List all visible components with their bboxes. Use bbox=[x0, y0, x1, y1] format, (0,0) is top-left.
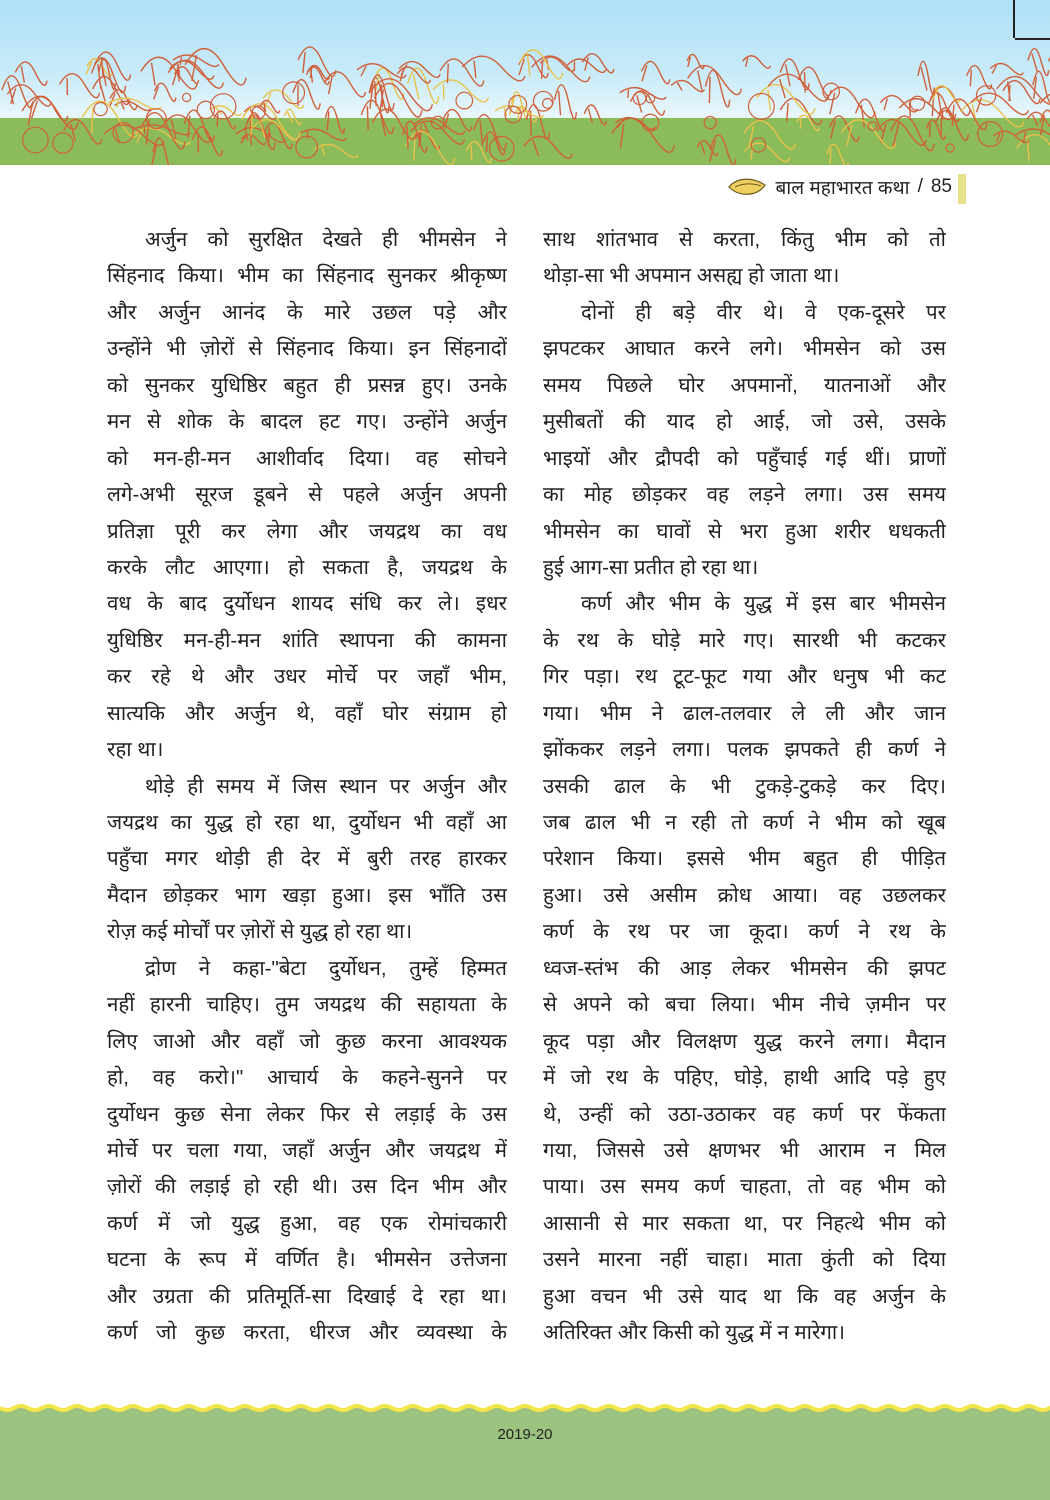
text-line: कर्ण में जो युद्ध हुआ, वह एक रोमांचकारी bbox=[107, 1211, 507, 1235]
text-line: हुआ वचन भी उसे याद था कि वह अर्जुन के bbox=[543, 1284, 946, 1308]
text-line: का मोह छोड़कर वह लड़ने लगा। उस समय bbox=[543, 483, 946, 507]
text-line: हुआ। उसे असीम क्रोध आया। वह उछलकर bbox=[543, 883, 946, 907]
text-line: मोर्चे पर चला गया, जहाँ अर्जुन और जयद्रथ में bbox=[107, 1138, 507, 1162]
text-line: मन से शोक के बादल हट गए। उन्होंने अर्जुन bbox=[107, 410, 507, 434]
text-line: दोनों ही बड़े वीर थे। वे एक-दूसरे पर bbox=[581, 300, 946, 324]
text-column-right bbox=[543, 222, 946, 1352]
text-line: जयद्रथ का युद्ध हो रहा था, दुर्योधन भी वहाँ आ bbox=[107, 811, 507, 834]
text-line: वध के बाद दुर्योधन शायद संधि कर ले। इधर bbox=[107, 592, 507, 616]
text-column-left bbox=[107, 222, 507, 1352]
text-line: गया, जिससे उसे क्षणभर भी आराम न मिल bbox=[543, 1138, 946, 1162]
text-line: साथ शांतभाव से करता, किंतु भीम को तो bbox=[543, 228, 946, 251]
text-line: रोज़ कई मोर्चों पर ज़ोरों से युद्ध हो रहा था। bbox=[107, 920, 413, 944]
text-line: भीमसेन का घावों से भरा हुआ शरीर धधकती bbox=[543, 519, 946, 543]
header-separator: / bbox=[917, 176, 923, 197]
footer-wave-decoration bbox=[0, 1400, 1050, 1416]
text-line: थे, उन्हीं को उठा-उठाकर वह कर्ण पर फेंकता bbox=[543, 1102, 946, 1126]
text-line: करके लौट आएगा। हो सकता है, जयद्रथ के bbox=[107, 555, 507, 579]
text-line: आसानी से मार सकता था, पर निहत्थे भीम को bbox=[543, 1211, 946, 1235]
paragraph bbox=[543, 586, 946, 1351]
text-line: घटना के रूप में वर्णित है। भीमसेन उत्तेजना bbox=[107, 1248, 507, 1272]
text-line: हो, वह करो।" आचार्य के कहने-सुनने पर bbox=[107, 1066, 507, 1090]
paragraph bbox=[107, 769, 507, 951]
text-line: रहा था। bbox=[107, 738, 164, 762]
text-line: अतिरिक्त और किसी को युद्ध में न मारेगा। bbox=[543, 1321, 846, 1345]
text-line: थोड़ा-सा भी अपमान असह्य हो जाता था। bbox=[543, 264, 840, 288]
text-line: दुर्योधन कुछ सेना लेकर फिर से लड़ाई के उस bbox=[107, 1102, 507, 1126]
text-line: परेशान किया। इससे भीम बहुत ही पीड़ित bbox=[543, 847, 946, 871]
header-accent-bar bbox=[958, 174, 966, 204]
text-line: हुई आग-सा प्रतीत हो रहा था। bbox=[543, 555, 759, 579]
text-line: मुसीबतों की याद हो आई, जो उसे, उसके bbox=[543, 410, 946, 434]
text-line: प्रतिज्ञा पूरी कर लेगा और जयद्रथ का वध bbox=[107, 519, 507, 543]
text-line: जब ढाल भी न रही तो कर्ण ने भीम को खूब bbox=[543, 811, 946, 834]
paragraph bbox=[543, 222, 946, 295]
crop-mark bbox=[1013, 0, 1015, 38]
text-line: नहीं हारनी चाहिए। तुम जयद्रथ की सहायता के bbox=[107, 993, 507, 1017]
text-line: द्रोण ने कहा-"बेटा दुर्योधन, तुम्हें हिम्मत bbox=[145, 956, 507, 980]
text-line: समय पिछले घोर अपमानों, यातनाओं और bbox=[543, 373, 946, 397]
text-line: पाया। उस समय कर्ण चाहता, तो वह भीम को bbox=[543, 1175, 946, 1199]
battle-scene-illustration bbox=[0, 0, 1050, 165]
text-line: ज़ोरों की लड़ाई हो रही थी। उस दिन भीम और bbox=[107, 1175, 507, 1199]
text-line: को मन-ही-मन आशीर्वाद दिया। वह सोचने bbox=[107, 446, 507, 470]
book-title: बाल महाभारत कथा bbox=[775, 178, 910, 199]
crop-mark bbox=[1015, 38, 1050, 40]
text-line: और अर्जुन आनंद के मारे उछल पड़े और bbox=[107, 300, 507, 324]
text-line: झपटकर आघात करने लगे। भीमसेन को उस bbox=[543, 337, 946, 361]
running-header bbox=[727, 174, 952, 200]
text-line: कर्ण के रथ पर जा कूदा। कर्ण ने रथ के bbox=[543, 920, 946, 944]
text-line: झोंककर लड़ने लगा। पलक झपकते ही कर्ण ने bbox=[543, 738, 946, 762]
text-line: मैदान छोड़कर भाग खड़ा हुआ। इस भाँति उस bbox=[107, 883, 507, 907]
text-line: को सुनकर युधिष्ठिर बहुत ही प्रसन्न हुए। उनके bbox=[107, 373, 507, 397]
text-line: से अपने को बचा लिया। भीम नीचे ज़मीन पर bbox=[543, 993, 946, 1017]
text-line: लगे-अभी सूरज डूबने से पहले अर्जुन अपनी bbox=[107, 483, 507, 507]
text-line: में जो रथ के पहिए, घोड़े, हाथी आदि पड़े हुए bbox=[543, 1066, 946, 1090]
text-line: गिर पड़ा। रथ टूट-फूट गया और धनुष भी कट bbox=[543, 665, 946, 689]
text-line: पहुँचा मगर थोड़ी ही देर में बुरी तरह हारकर bbox=[107, 847, 507, 871]
text-line: कूद पड़ा और विलक्षण युद्ध करने लगा। मैदान bbox=[543, 1029, 946, 1053]
header-banner-illustration bbox=[0, 0, 1050, 165]
text-line: भाइयों और द्रौपदी को पहुँचाई गई थीं। प्राणों bbox=[543, 446, 946, 470]
text-line: उसने मारना नहीं चाहा। माता कुंती को दिया bbox=[543, 1248, 946, 1272]
text-line: थोड़े ही समय में जिस स्थान पर अर्जुन और bbox=[145, 774, 507, 798]
text-line: कर्ण जो कुछ करता, धीरज और व्यवस्था के bbox=[107, 1321, 507, 1345]
text-line: उन्होंने भी ज़ोरों से सिंहनाद किया। इन सिंहनादों bbox=[107, 337, 507, 361]
text-line: सात्यकि और अर्जुन थे, वहाँ घोर संग्राम हो bbox=[107, 701, 507, 725]
edition-year: 2019-20 bbox=[497, 1426, 553, 1443]
book-logo-icon bbox=[727, 175, 767, 199]
text-line: उसकी ढाल के भी टुकड़े-टुकड़े कर दिए। bbox=[543, 774, 946, 798]
text-line: कर्ण और भीम के युद्ध में इस बार भीमसेन bbox=[581, 592, 946, 616]
paragraph bbox=[107, 951, 507, 1352]
paragraph bbox=[543, 295, 946, 587]
text-line: सिंहनाद किया। भीम का सिंहनाद सुनकर श्रीकृष्ण bbox=[107, 264, 507, 288]
text-line: ध्वज-स्तंभ की आड़ लेकर भीमसेन की झपट bbox=[543, 956, 946, 980]
text-line: अर्जुन को सुरक्षित देखते ही भीमसेन ने bbox=[145, 228, 507, 251]
text-line: और उग्रता की प्रतिमूर्ति-सा दिखाई दे रहा था। bbox=[107, 1284, 507, 1308]
text-line: के रथ के घोड़े मारे गए। सारथी भी कटकर bbox=[543, 628, 946, 652]
text-line: गया। भीम ने ढाल-तलवार ले ली और जान bbox=[543, 701, 946, 725]
text-line: कर रहे थे और उधर मोर्चे पर जहाँ भीम, bbox=[107, 665, 507, 689]
text-line: युधिष्ठिर मन-ही-मन शांति स्थापना की कामना bbox=[107, 628, 507, 652]
text-line: लिए जाओ और वहाँ जो कुछ करना आवश्यक bbox=[107, 1029, 507, 1053]
paragraph bbox=[107, 222, 507, 769]
page-number: 85 bbox=[930, 176, 952, 197]
footer-band bbox=[0, 1408, 1050, 1500]
